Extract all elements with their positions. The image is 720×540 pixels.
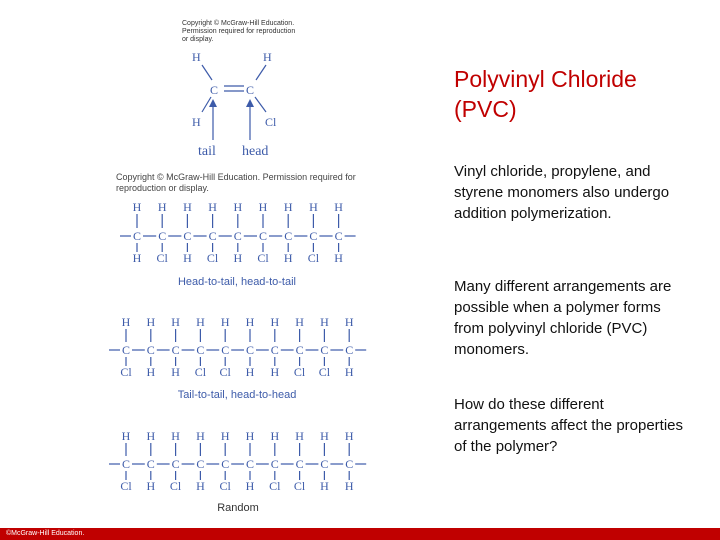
chain-carbon-atom: C — [146, 343, 155, 357]
chain-top-atom: H — [344, 315, 354, 329]
chain-bottom-atom: H — [270, 365, 280, 379]
chain-top-atom: H — [344, 429, 354, 443]
bond-line — [255, 97, 266, 112]
chain-carbon-atom: C — [258, 229, 268, 243]
chain-carbon-atom: C — [158, 229, 167, 243]
chain-carbon-atom: C — [320, 457, 329, 471]
chain-bottom-atom: H — [146, 479, 156, 493]
chain-carbon-atom: C — [345, 457, 354, 471]
chain-carbon-atom: C — [221, 457, 230, 471]
chain-top-atom: H — [245, 429, 255, 443]
top-copyright-note: Copyright © McGraw-Hill Education. Permission required for reproduction or display. — [182, 20, 296, 43]
chain-carbon-atom: C — [245, 457, 255, 471]
head-label: head — [242, 144, 269, 159]
chain-bottom-atom: Cl — [293, 365, 306, 379]
monomer-h-top-left: H — [192, 50, 201, 64]
chain-bottom-atom: Cl — [120, 365, 132, 379]
chain-bottom-atom: Cl — [169, 479, 182, 493]
chain-top-atom: H — [283, 200, 293, 214]
bond-line — [256, 65, 266, 80]
chain-carbon-atom: C — [121, 343, 131, 357]
tail-label: tail — [198, 144, 216, 159]
chain-bottom-atom: Cl — [318, 365, 331, 379]
chain-top-atom: H — [270, 429, 280, 443]
monomer-h-bottom-left: H — [192, 115, 201, 129]
paragraph-arrangements: Many different arrangements are possible when a polymer forms from polyvinyl chloride (PVC) monomers. — [454, 278, 672, 358]
chain-bottom-atom: H — [245, 479, 255, 493]
chain-bottom-atom: Cl — [206, 251, 219, 265]
chain-top-atom: H — [295, 315, 304, 329]
chain-carbon-atom: C — [196, 457, 205, 471]
tail-arrow-head-icon — [209, 99, 217, 107]
chain-carbon-atom: C — [270, 457, 279, 471]
chain-carbon-atom: C — [132, 229, 142, 243]
chain-carbon-atom: C — [309, 229, 318, 243]
chain-bottom-atom: Cl — [293, 479, 306, 493]
chain-caption: Random — [217, 502, 259, 514]
chain-carbon-atom: C — [196, 343, 205, 357]
chain-carbon-atom: C — [233, 229, 242, 243]
title-line-1: Polyvinyl Chloride — [454, 66, 637, 92]
chain-carbon-atom: C — [121, 457, 131, 471]
chain-top-atom: H — [121, 315, 131, 329]
chain-caption: Tail-to-tail, head-to-head — [177, 389, 297, 401]
chain-top-atom: H — [132, 200, 142, 214]
chain-bottom-atom: H — [146, 365, 156, 379]
chain-top-atom: H — [146, 429, 156, 443]
bond-line — [202, 65, 212, 80]
chain-carbon-atom: C — [171, 457, 180, 471]
paragraph-question: How do these different arrangements affect the properties of the polymer? — [454, 396, 684, 455]
chain-carbon-atom: C — [183, 229, 192, 243]
bond-line — [202, 97, 211, 112]
chain-top-atom: H — [320, 429, 329, 443]
chain-top-atom: H — [334, 200, 343, 214]
chain-bottom-atom: H — [344, 479, 354, 493]
footer-copyright: ©McGraw-Hill Education. — [6, 530, 85, 537]
chain-bottom-atom: Cl — [194, 365, 207, 379]
chain-tail-to-tail — [109, 315, 366, 401]
slide-title — [454, 64, 704, 124]
chain-top-atom: H — [320, 315, 329, 329]
chain-top-atom: H — [233, 200, 243, 214]
chain-bottom-atom: H — [245, 365, 255, 379]
vinyl-chloride-monomer — [192, 50, 277, 159]
chain-head-to-tail — [120, 200, 356, 288]
chain-top-atom: H — [171, 315, 180, 329]
chain-top-atom: H — [270, 315, 280, 329]
chain-random — [109, 429, 366, 514]
chain-bottom-atom: H — [171, 365, 180, 379]
chain-carbon-atom: C — [320, 343, 329, 357]
chain-top-atom: H — [220, 315, 230, 329]
monomer-h-top-right: H — [263, 50, 272, 64]
chain-caption: Head-to-tail, head-to-tail — [177, 276, 297, 288]
chain-bottom-atom: Cl — [219, 365, 231, 379]
chain-bottom-atom: Cl — [120, 479, 132, 493]
chain-carbon-atom: C — [295, 457, 304, 471]
chain-bottom-atom: H — [320, 479, 329, 493]
chain-carbon-atom: C — [146, 457, 155, 471]
chain-carbon-atom: C — [295, 343, 304, 357]
chain-top-atom: H — [196, 429, 205, 443]
chain-bottom-atom: Cl — [307, 251, 320, 265]
monomer-cl-bottom-right: Cl — [265, 115, 277, 129]
mid-copyright-note: Copyright © McGraw-Hill Education. Permission required for reproduction or display. — [116, 172, 356, 193]
chain-top-atom: H — [258, 200, 268, 214]
chain-top-atom: H — [295, 429, 304, 443]
chain-carbon-atom: C — [345, 343, 354, 357]
paragraph-vinyl-chloride: Vinyl chloride, propylene, and styrene monomers also undergo addition polymerization. — [454, 163, 670, 222]
chain-bottom-atom: Cl — [257, 251, 269, 265]
chain-top-atom: H — [121, 429, 131, 443]
chain-bottom-atom: H — [196, 479, 205, 493]
chain-bottom-atom: H — [233, 251, 243, 265]
chain-carbon-atom: C — [221, 343, 230, 357]
chain-carbon-atom: C — [245, 343, 255, 357]
chain-carbon-atom: C — [284, 229, 293, 243]
chain-top-atom: H — [146, 315, 156, 329]
chain-top-atom: H — [196, 315, 205, 329]
chain-top-atom: H — [171, 429, 180, 443]
chain-bottom-atom: Cl — [219, 479, 231, 493]
chain-top-atom: H — [208, 200, 217, 214]
chain-carbon-atom: C — [334, 229, 343, 243]
chain-top-atom: H — [245, 315, 255, 329]
chain-top-atom: H — [220, 429, 230, 443]
chain-bottom-atom: H — [283, 251, 293, 265]
chain-bottom-atom: H — [132, 251, 142, 265]
footer-bar — [0, 528, 720, 540]
chain-bottom-atom: Cl — [156, 251, 168, 265]
chain-carbon-atom: C — [270, 343, 279, 357]
chain-top-atom: H — [309, 200, 318, 214]
title-line-2: (PVC) — [454, 96, 517, 122]
chain-carbon-atom: C — [208, 229, 217, 243]
chain-bottom-atom: H — [344, 365, 354, 379]
chain-bottom-atom: H — [334, 251, 343, 265]
monomer-carbon-right: C — [246, 83, 255, 97]
chain-top-atom: H — [183, 200, 192, 214]
chain-carbon-atom: C — [171, 343, 180, 357]
chain-top-atom: H — [157, 200, 167, 214]
monomer-carbon-left: C — [210, 83, 219, 97]
chain-bottom-atom: Cl — [269, 479, 281, 493]
chain-bottom-atom: H — [183, 251, 192, 265]
head-arrow-head-icon — [246, 99, 254, 107]
